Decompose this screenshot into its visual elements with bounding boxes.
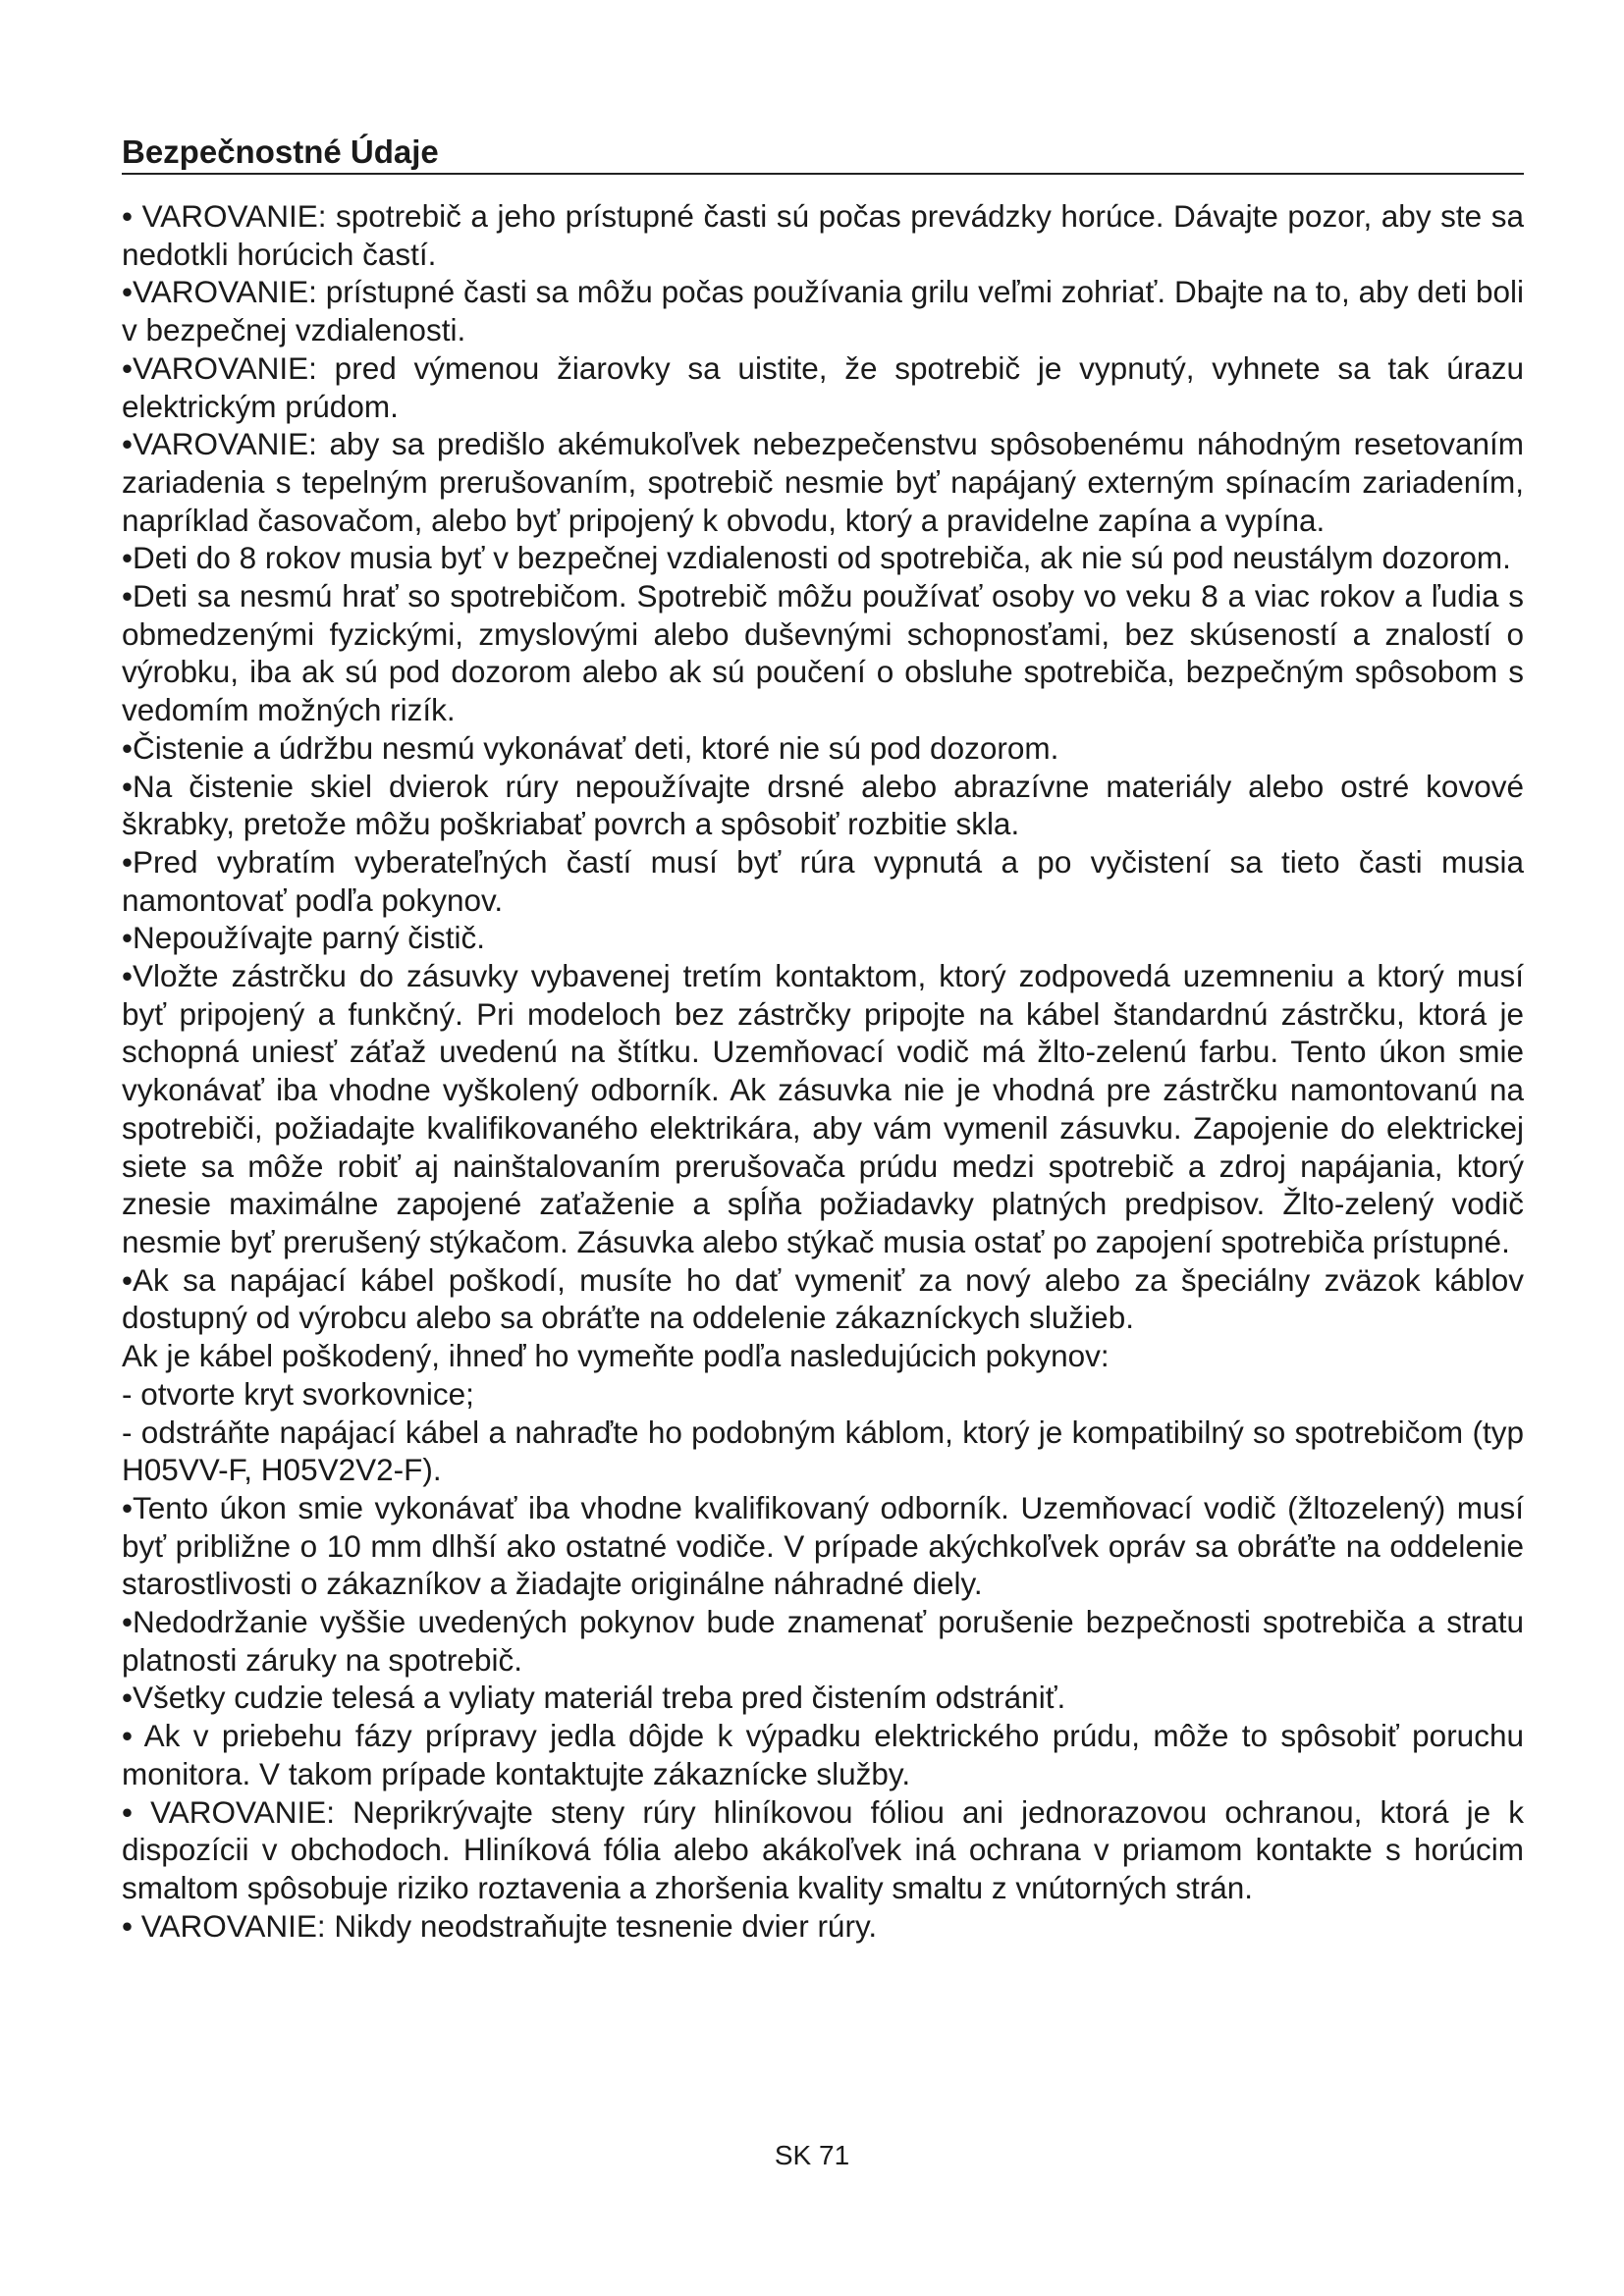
paragraph: •Všetky cudzie telesá a vyliaty materiál treba pred čistením odstrániť. — [122, 1680, 1066, 1716]
paragraph: •VAROVANIE: prístupné časti sa môžu počas používania grilu veľmi zohriať. Dbajte na to, aby deti boli v bezpečnej vzdialenosti. — [122, 274, 1524, 348]
paragraph: • VAROVANIE: Neprikrývajte steny rúry hliníkovou fóliou ani jednorazovou ochranou, ktorá je k dispozícii v obchodoch. Hliníková fólia alebo akákoľvek iná ochrana v priamom kontakte s horúcim smaltom spôsobuje riziko roztavenia a zhoršenia kvality smaltu z vnútorných strán. — [122, 1793, 1524, 1905]
page-number: SK 71 — [774, 2140, 850, 2170]
paragraph: •Na čistenie skiel dvierok rúry nepoužívajte drsné alebo abrazívne materiály alebo ostré kovové škrabky, pretože môžu poškriabať povrch a spôsobiť rozbitie skla. — [122, 768, 1524, 842]
paragraph: •Deti do 8 rokov musia byť v bezpečnej vzdialenosti od spotrebiča, ak nie sú pod neustálym dozorom. — [122, 540, 1511, 576]
paragraph: •Deti sa nesmú hrať so spotrebičom. Spotrebič môžu používať osoby vo veku 8 a viac rokov a ľudia s obmedzenými fyzickými, zmyslovými alebo duševnými schopnosťami, bez skúseností a znalostí o výrobku, iba ak sú pod dozorom alebo ak sú poučení o obsluhe spotrebiča, bezpečným spôsobom s vedomím možných rizík. — [122, 578, 1524, 728]
paragraph: •Vložte zástrčku do zásuvky vybavenej tretím kontaktom, ktorý zodpovedá uzemneniu a ktorý musí byť pripojený a funkčný. Pri modeloch bez zástrčky pripojte na kábel štandardnú zástrčku, ktorá je schopná uniesť záťaž uvedenú na štítku. Uzemňovací vodič má žlto-zelenú farbu. Tento úkon smie vykonávať iba vhodne vyškolený odborník. Ak zásuvka nie je vhodná pre zástrčku namontovanú na spotrebiči, požiadajte kvalifikovaného elektrikára, aby vám vymenil zásuvku. Zapojenie do elektrickej siete sa môže robiť aj nainštalovaním prerušovača prúdu medzi spotrebič a zdroj napájania, ktorý znesie maximálne zapojené zaťaženie a spĺňa požiadavky platných predpisov. Žlto-zelený vodič nesmie byť prerušený stýkačom. Zásuvka alebo stýkač musia ostať po zapojení spotrebiča prístupné. — [122, 958, 1524, 1259]
paragraph: • VAROVANIE: Nikdy neodstraňujte tesnenie dvier rúry. — [122, 1907, 878, 1944]
paragraph: •VAROVANIE: pred výmenou žiarovky sa uistite, že spotrebič je vypnutý, vyhnete sa tak úrazu elektrickým prúdom. — [122, 349, 1524, 424]
paragraph: •Nepoužívajte parný čistič. — [122, 920, 485, 956]
paragraph: • VAROVANIE: spotrebič a jeho prístupné časti sú počas prevádzky horúce. Dávajte pozor, aby ste sa nedotkli horúcich častí. — [122, 198, 1524, 272]
paragraph: •Čistenie a údržbu nesmú vykonávať deti, ktoré nie sú pod dozorom. — [122, 729, 1059, 766]
section-title: Bezpečnostné Údaje — [122, 132, 1524, 175]
paragraph: - odstráňte napájací kábel a nahraďte ho podobným káblom, ktorý je kompatibilný so spotrebičom (typ H05VV-F, H05V2V2-F). — [122, 1414, 1524, 1488]
safety-instructions — [122, 197, 1524, 1945]
paragraph: Ak je kábel poškodený, ihneď ho vymeňte podľa nasledujúcich pokynov: — [122, 1338, 1110, 1374]
paragraph: •Ak sa napájací kábel poškodí, musíte ho dať vymeniť za nový alebo za špeciálny zväzok káblov dostupný od výrobcu alebo sa obráťte na oddelenie zákazníckych služieb. — [122, 1261, 1524, 1336]
paragraph: • Ak v priebehu fázy prípravy jedla dôjde k výpadku elektrického prúdu, môže to spôsobiť poruchu monitora. V takom prípade kontaktujte zákaznícke služby. — [122, 1718, 1524, 1791]
paragraph: •VAROVANIE: aby sa predišlo akémukoľvek nebezpečenstvu spôsobenému náhodným resetovaním zariadenia s tepelným prerušovaním, spotrebič nesmie byť napájaný externým spínacím zariadením, napríklad časovačom, alebo byť pripojený k obvodu, ktorý a pravidelne zapína a vypína. — [122, 426, 1524, 538]
paragraph: •Nedodržanie vyššie uvedených pokynov bude znamenať porušenie bezpečnosti spotrebiča a stratu platnosti záruky na spotrebič. — [122, 1604, 1524, 1678]
paragraph: - otvorte kryt svorkovnice; — [122, 1375, 474, 1412]
paragraph: •Tento úkon smie vykonávať iba vhodne kvalifikovaný odborník. Uzemňovací vodič (žltozelený) musí byť približne o 10 mm dlhší ako ostatné vodiče. V prípade akýchkoľvek opráv sa obráťte na oddelenie starostlivosti o zákazníkov a žiadajte originálne náhradné diely. — [122, 1489, 1524, 1602]
paragraph: •Pred vybratím vyberateľných častí musí byť rúra vypnutá a po vyčistení sa tieto časti musia namontovať podľa pokynov. — [122, 843, 1524, 918]
